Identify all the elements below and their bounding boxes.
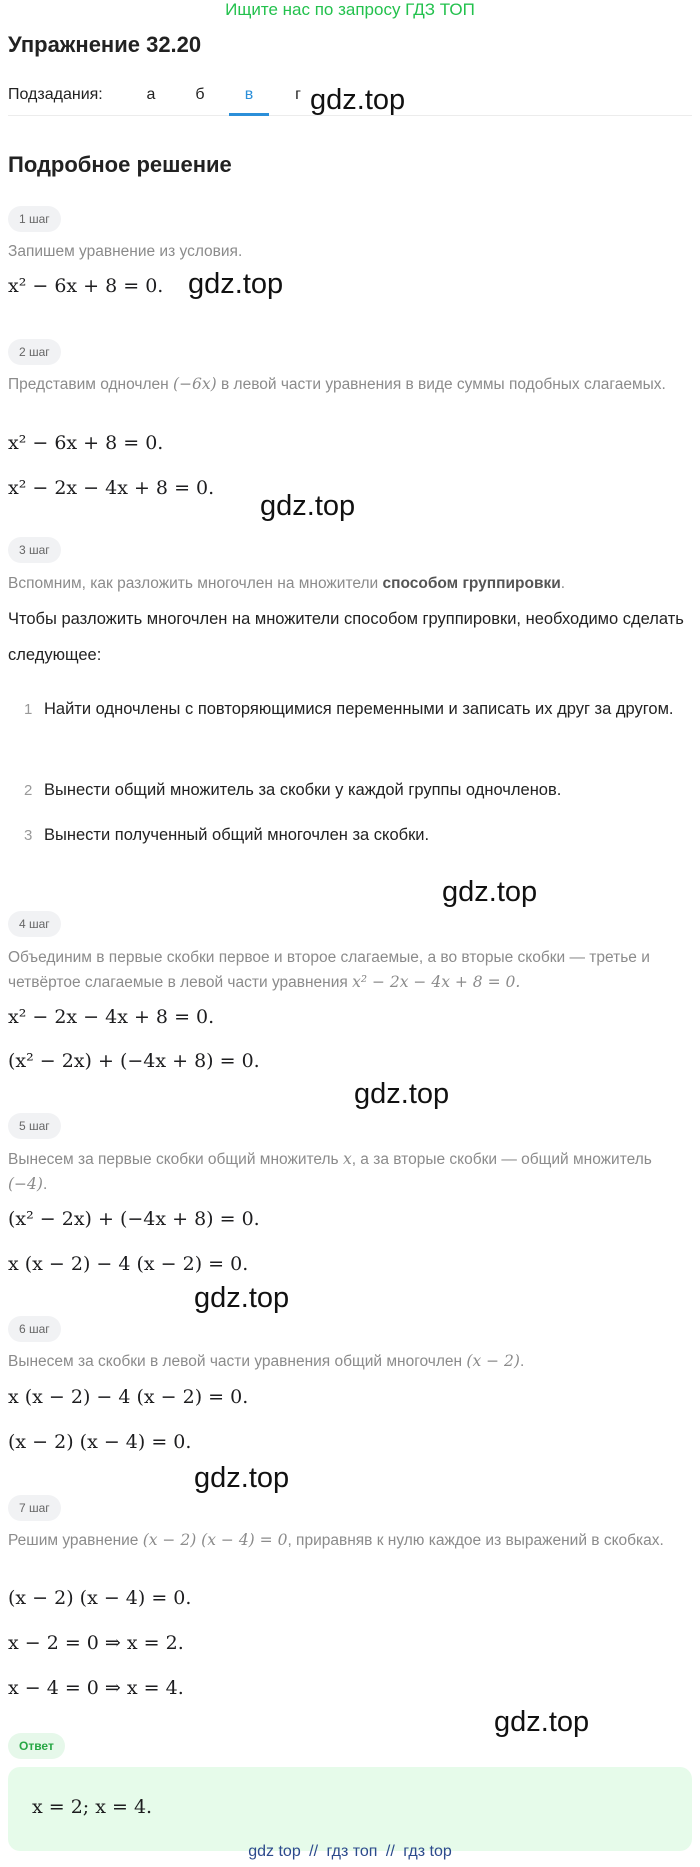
- step-2-term: (−6x): [173, 375, 217, 393]
- step-2-equation-2: x² − 2x − 4x + 8 = 0.: [8, 477, 215, 499]
- step-3-paragraph: Чтобы разложить многочлен на множители способом группировки, необходимо сделать следующее:: [8, 610, 684, 664]
- step-5-inline-multiplier: (−4): [8, 1175, 43, 1193]
- step-7-inline: (x − 2) (x − 4) = 0: [142, 1531, 288, 1549]
- step-5-text-a: Вынесем за первые скобки общий множитель: [8, 1151, 343, 1168]
- footer-separator: //: [309, 1843, 319, 1860]
- step-6-equation-1: x (x − 2) − 4 (x − 2) = 0.: [8, 1386, 249, 1408]
- step-7-equation-3: x − 4 = 0 ⇒ x = 4.: [8, 1677, 184, 1699]
- step-6-equation-2: (x − 2) (x − 4) = 0.: [8, 1431, 192, 1453]
- watermark: gdz.top: [260, 490, 356, 522]
- step-5-equation-1: (x² − 2x) + (−4x + 8) = 0.: [8, 1208, 260, 1230]
- step-7-text-b: , приравняв к нулю каждое из выражений в скобках.: [287, 1532, 664, 1549]
- step-2-equation-1: x² − 6x + 8 = 0.: [8, 432, 164, 454]
- list-number-3: 3: [24, 827, 33, 844]
- step-7-text: [8, 1528, 694, 1553]
- watermark: gdz.top: [354, 1078, 450, 1110]
- step-4-equation-2: (x² − 2x) + (−4x + 8) = 0.: [8, 1050, 260, 1072]
- step-1-equation: x² − 6x + 8 = 0.: [8, 275, 164, 297]
- step-1-text: Запишем уравнение из условия.: [8, 243, 243, 260]
- list-item-2: Вынести общий множитель за скобки у каждой группы одночленов.: [44, 781, 562, 799]
- footer-separator: //: [385, 1843, 395, 1860]
- step-6-text-b: .: [519, 1353, 525, 1370]
- step-3-text-a: Вспомним, как разложить многочлен на множители: [8, 575, 383, 592]
- step-5-inline-x: x: [342, 1150, 352, 1168]
- step-4-equation-1: x² − 2x − 4x + 8 = 0.: [8, 1006, 215, 1028]
- subtask-tab-v[interactable]: в: [244, 86, 254, 103]
- step-1-badge: 1 шаг: [8, 206, 61, 232]
- step-3-text-bold: способом группировки: [382, 575, 561, 592]
- step-7-badge: 7 шаг: [8, 1495, 61, 1521]
- active-tab-indicator: [229, 113, 269, 116]
- step-5-badge: 5 шаг: [8, 1113, 61, 1139]
- step-3-text-b: .: [560, 575, 566, 592]
- search-banner: Ищите нас по запросу ГДЗ ТОП: [225, 0, 475, 19]
- step-6-inline: (x − 2): [466, 1352, 520, 1370]
- step-5-text: [8, 1147, 694, 1197]
- list-item-1: Найти одночлены с повторяющимися переменными и записать их друг за другом.: [44, 700, 674, 718]
- subtasks-label: Подзадания:: [8, 86, 103, 103]
- step-6-text-a: Вынесем за скобки в левой части уравнения общий многочлен: [8, 1353, 467, 1370]
- subtask-tab-b[interactable]: б: [195, 86, 205, 103]
- step-3-badge: 3 шаг: [8, 537, 61, 563]
- step-7-equation-1: (x − 2) (x − 4) = 0.: [8, 1587, 192, 1609]
- step-7-equation-2: x − 2 = 0 ⇒ x = 2.: [8, 1632, 184, 1654]
- footer-link-1[interactable]: gdz top: [248, 1843, 301, 1860]
- subtask-tab-g[interactable]: г: [295, 86, 301, 103]
- step-4-badge: 4 шаг: [8, 911, 61, 937]
- step-5-equation-2: x (x − 2) − 4 (x − 2) = 0.: [8, 1253, 249, 1275]
- section-title: Подробное решение: [8, 152, 232, 177]
- subtask-tab-a[interactable]: а: [146, 86, 156, 103]
- step-5-text-b: , а за вторые скобки — общий множитель: [351, 1151, 652, 1168]
- step-5-text-c: .: [42, 1176, 48, 1193]
- watermark: gdz.top: [442, 876, 538, 908]
- watermark: gdz.top: [194, 1282, 290, 1314]
- watermark: gdz.top: [194, 1462, 290, 1494]
- list-item-3: Вынести полученный общий многочлен за скобки.: [44, 826, 430, 844]
- page-title: Упражнение 32.20: [8, 32, 202, 57]
- step-2-text: [8, 372, 694, 397]
- footer-link-2[interactable]: гдз топ: [326, 1843, 378, 1860]
- step-2-text-b: в левой части уравнения в виде суммы подобных слагаемых.: [216, 376, 666, 393]
- footer-links: [0, 1843, 700, 1861]
- step-2-badge: 2 шаг: [8, 339, 61, 365]
- answer-badge: Ответ: [8, 1733, 65, 1759]
- step-4-text: [8, 946, 694, 995]
- step-2-text-a: Представим одночлен: [8, 376, 174, 393]
- footer-link-3[interactable]: гдз top: [403, 1843, 452, 1860]
- step-6-badge: 6 шаг: [8, 1316, 61, 1342]
- watermark: gdz.top: [494, 1706, 590, 1738]
- step-7-text-a: Решим уравнение: [8, 1532, 143, 1549]
- step-6-text: [8, 1349, 694, 1374]
- step-4-text-a: Объединим в первые скобки первое и второе слагаемые, а во вторые скобки — третье и четвёртое слагаемые в левой части уравнения: [8, 949, 650, 991]
- watermark: gdz.top: [188, 268, 284, 300]
- list-number-2: 2: [24, 782, 33, 799]
- step-4-inline-equation: x² − 2x − 4x + 8 = 0.: [352, 973, 521, 991]
- watermark: gdz.top: [310, 84, 406, 116]
- answer-value: x = 2; x = 4.: [32, 1796, 153, 1818]
- step-3-text: [8, 572, 694, 596]
- list-number-1: 1: [24, 701, 33, 718]
